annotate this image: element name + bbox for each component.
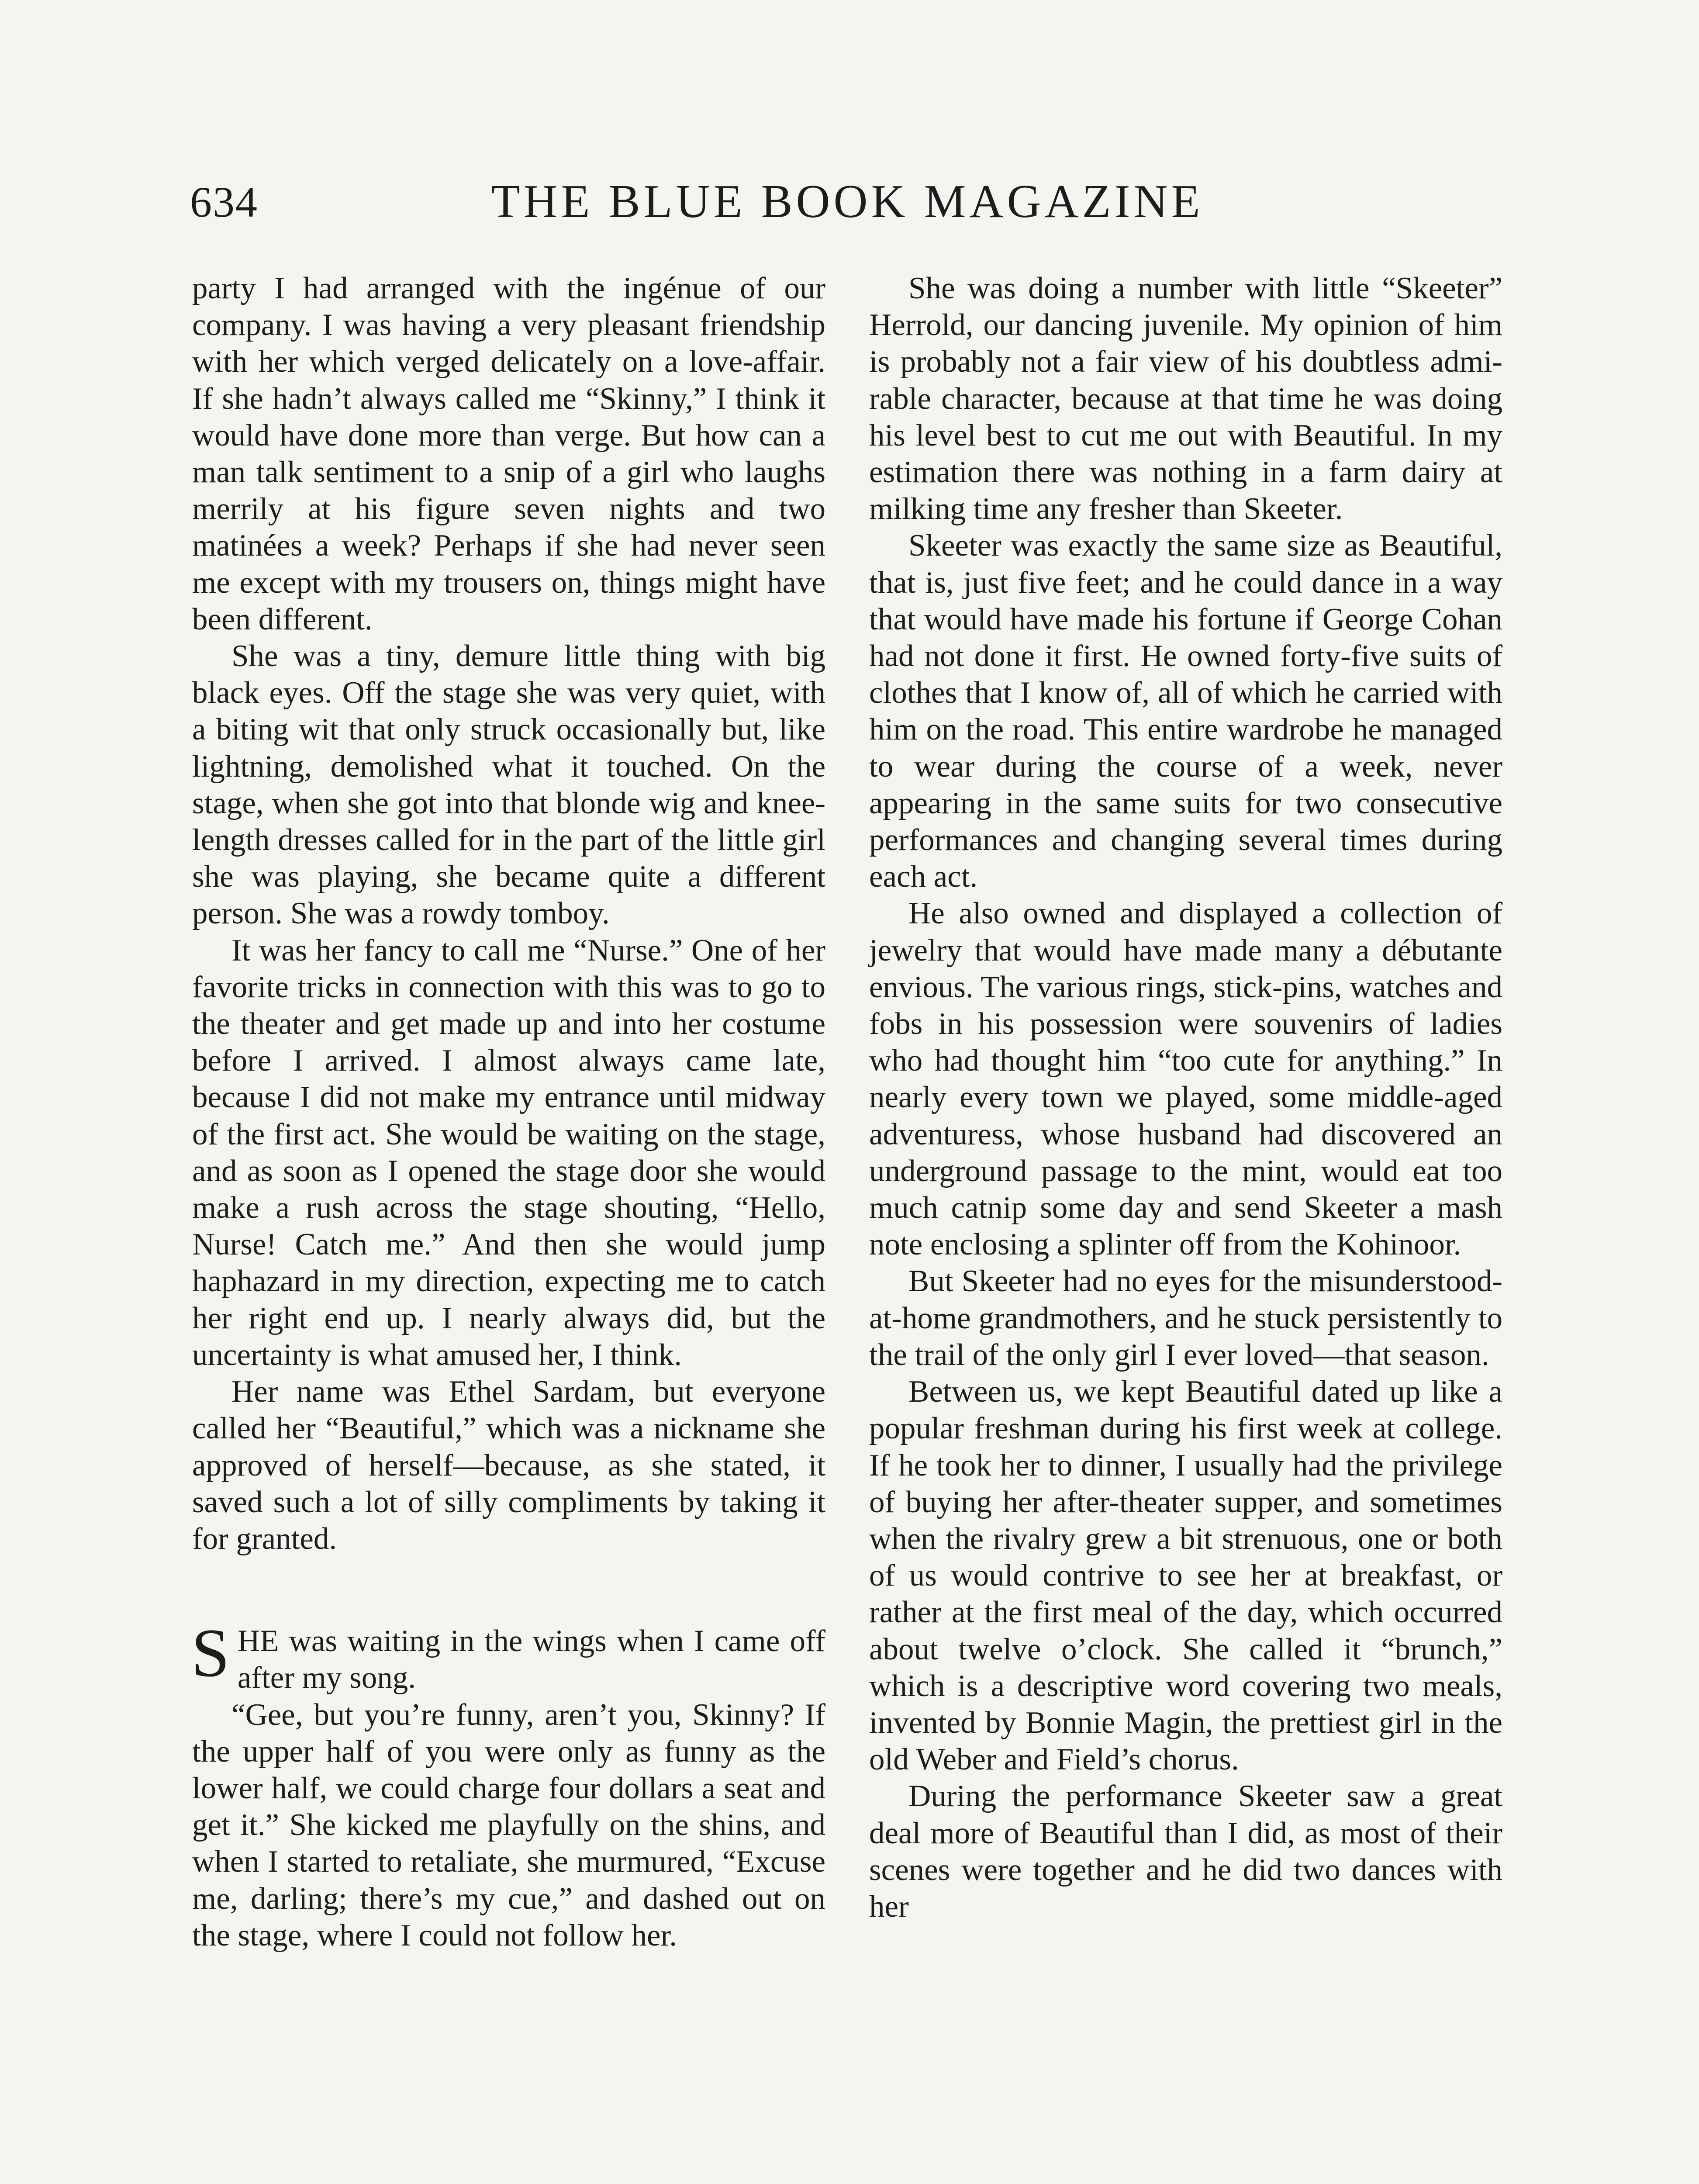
paragraph: But Skeeter had no eyes for the misunderstood-at-home grandmothers, and he stuck persistently to the trail of the only girl I ever loved—that season.: [869, 1264, 1502, 1372]
paragraph: Skeeter was exactly the same size as Beautiful, that is, just five feet; and he could dance in a way that would have made his fortune if George Cohan had not done it first. He owned forty-five suits of clothes that I know of, all of which he carried with him on the road. This entire wardrobe he managed to wear during the course of a week, never appearing in the same suits for two consecutive performances and changing several times during each act.: [869, 529, 1502, 894]
paragraph: She was doing a number with little “Skeeter” Herrold, our dancing juvenile. My opinion of him is probably not a fair view of his doubtless admirable character, because at that time he was doing his level best to cut me out with Beautiful. In my estimation there was nothing in a farm dairy at milking time any fresher than Skeeter.: [869, 271, 1502, 526]
paragraph: He also owned and displayed a collection of jewelry that would have made many a débutante envious. The various rings, stick-pins, watches and fobs in his possession were souvenirs of ladies who had thought him “too cute for anything.” In nearly every town we played, some middle-aged adventuress, whose husband had discovered an underground passage to the mint, would eat too much catnip some day and send Skeeter a mash note enclosing a splinter off from the Kohinoor.: [869, 896, 1502, 1262]
right-column: [869, 270, 1502, 1925]
drop-cap: S: [191, 1615, 230, 1692]
left-column: [192, 270, 825, 1954]
paragraph: She was a tiny, demure little thing with big black eyes. Off the stage she was very quiet, with a biting wit that only struck occasionally but, like lightning, demolished what it touched. On the stage, when she got into that blonde wig and knee-length dresses called for in the part of the little girl she was playing, she became quite a different person. She was a rowdy tomboy.: [192, 639, 825, 931]
magazine-title: THE BLUE BOOK MAGAZINE: [491, 176, 1204, 228]
paragraph: It was her fancy to call me “Nurse.” One of her favorite tricks in connection with this was to go to the theater and get made up and into her costume before I arrived. I almost always came late, because I did not make my entrance until midway of the first act. She would be waiting on the stage, and as soon as I opened the stage door she would make a rush across the stage shouting, “Hello, Nurse! Catch me.” And then she would jump haphazard in my direction, expecting me to catch her right end up. I nearly always did, but the uncertainty is what amused her, I think.: [192, 933, 825, 1372]
section-opening-paragraph: [191, 1615, 825, 1696]
paragraph: Her name was Ethel Sardam, but everyone called her “Beautiful,” which was a nickname she approved of herself—because, as she stated, it saved such a lot of silly compliments by taking it for granted.: [192, 1375, 825, 1556]
paragraph: During the performance Skeeter saw a great deal more of Beautiful than I did, as most of their scenes were together and he did two dances with her: [869, 1779, 1502, 1924]
page-number: 634: [190, 178, 258, 226]
paragraph-text: HE was waiting in the wings when I came off after my song.: [237, 1624, 825, 1695]
paragraph: “Gee, but you’re funny, aren’t you, Skinny? If the upper half of you were only as funny as the lower half, we could charge four dollars a seat and get it.” She kicked me playfully on the shins, and when I started to retaliate, she murmured, “Excuse me, darling; there’s my cue,” and dashed out on the stage, where I could not follow her.: [192, 1697, 825, 1952]
paragraph: party I had arranged with the ingénue of our company. I was having a very pleasant friendship with her which verged delicately on a love-affair. If she hadn’t always called me “Skinny,” I think it would have done more than verge. But how can a man talk sentiment to a snip of a girl who laughs merrily at his figure seven nights and two matinées a week? Perhaps if she had never seen me except with my trousers on, things might have been different.: [192, 271, 825, 636]
paragraph: Between us, we kept Beautiful dated up like a popular freshman during his first week at college. If he took her to dinner, I usually had the privilege of buying her after-theater supper, and sometimes when the rivalry grew a bit strenuous, one or both of us would contrive to see her at breakfast, or rather at the first meal of the day, which occurred about twelve o’clock. She called it “brunch,” which is a descriptive word covering two meals, invented by Bonnie Magin, the prettiest girl in the old Weber and Field’s chorus.: [869, 1375, 1502, 1777]
